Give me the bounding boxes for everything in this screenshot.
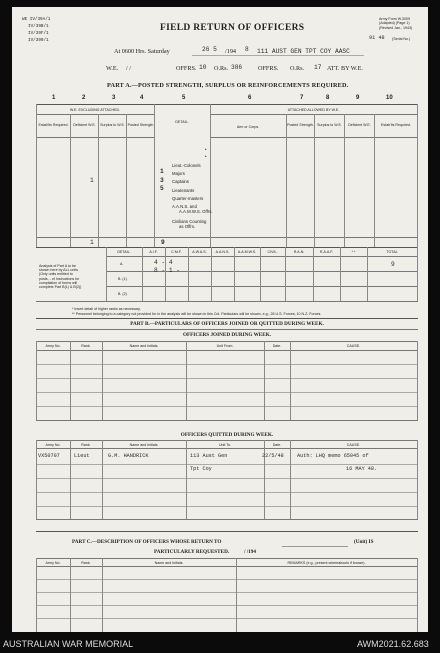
- part-c-heading: Rank.: [81, 561, 91, 565]
- col-heading: Surplus to W.E.: [100, 123, 125, 127]
- year-value: 8: [245, 46, 249, 53]
- we-excluding-attached: W.E. EXCLUDING ATTACHED.: [69, 108, 121, 112]
- archive-reference: AWM2021.62.683: [357, 639, 429, 649]
- quitted-title: OFFICERS QUITTED DURING WEEK.: [180, 432, 274, 438]
- note-line: compilation of forms will: [39, 280, 78, 285]
- quitted-heading: Rank.: [81, 443, 91, 447]
- ref-code: WE IV/39A/1: [22, 17, 51, 22]
- column-number: 7: [300, 95, 304, 101]
- ref-code: IV/39B/1: [28, 24, 49, 29]
- form-title: FIELD RETURN OF OFFICERS: [160, 23, 305, 33]
- ref-code: IV/39F/1: [28, 31, 49, 36]
- analysis-heading: C.M.F.: [171, 250, 182, 254]
- rank-label: as Offrs.: [179, 224, 196, 230]
- we-blank: / /: [126, 65, 131, 72]
- column-number: 2: [82, 95, 86, 101]
- quitted-heading: Name and Initials.: [129, 443, 159, 447]
- column-number: 4: [140, 95, 144, 101]
- part-c-unit-label: (Unit) IS: [354, 539, 374, 545]
- part-c-heading: Army No.: [45, 561, 61, 565]
- quitted-heading: Unit To.: [218, 443, 232, 447]
- rank-label: A.A.M.W.S. Offrs.: [179, 209, 213, 215]
- part-b-title: PART B.—PARTICULARS OF OFFICERS JOINED OR QUITTED DURING WEEK.: [130, 321, 324, 327]
- note-line: Analysis of Part A to be: [39, 264, 76, 268]
- entry-unit-cont: Tpt Coy: [190, 466, 212, 472]
- column-number: 1: [52, 95, 56, 101]
- form-line: Army Form W.3009: [379, 17, 410, 21]
- quitted-heading: CAUSE.: [346, 443, 361, 447]
- note-line: shown here by ALL units: [39, 268, 79, 273]
- quitted-heading: Date.: [272, 443, 282, 447]
- note-line: (Only units entitled to: [39, 272, 73, 277]
- entry-unit: 113 Aust Gen: [190, 453, 228, 459]
- col-heading: Surplus to W.E.: [317, 123, 342, 127]
- analysis-heading: R.A.A.F.: [319, 250, 334, 254]
- analysis-heading: * *: [351, 250, 356, 254]
- analysis-detail-heading: DETAIL.: [117, 250, 131, 254]
- reference-codes: [22, 16, 50, 44]
- document-page: [12, 7, 428, 632]
- analysis-note: [39, 264, 81, 289]
- ranks-list-3: [172, 219, 206, 229]
- ors-label: O.Rs.: [214, 65, 229, 72]
- column-number: 8: [326, 95, 330, 101]
- deficient-total: 1: [90, 239, 94, 246]
- entry-army-no: VX50707: [38, 453, 60, 459]
- posted-strength-value: 1: [160, 168, 164, 175]
- part-c-requested: PARTICULARLY REQUESTED.: [154, 549, 230, 555]
- attached-allowed: ATTACHED ALLOWED BY W.E.: [287, 108, 340, 112]
- footnote: * Insert detail of higher ranks as necessary.: [72, 307, 141, 311]
- col-heading: Estab'lts Required.: [380, 123, 412, 127]
- column-number: 9: [356, 95, 360, 101]
- column-number: 5: [182, 95, 186, 101]
- column-number: 6: [248, 95, 252, 101]
- rank-label: Captains: [172, 179, 189, 185]
- year-prefix: /194: [225, 48, 237, 55]
- joined-title: OFFICERS JOINED DURING WEEK.: [182, 332, 272, 338]
- att-value: 17: [314, 64, 322, 71]
- rank-label: Civilians Counting: [172, 219, 207, 224]
- ors-value: 386: [231, 64, 243, 71]
- analysis-row-label: B. (2): [118, 292, 127, 296]
- total-row-a: 9: [391, 261, 395, 268]
- rank-label: A.A.N.S. and: [172, 204, 197, 209]
- entry-rank: Lieut: [74, 453, 90, 459]
- rank-label: Lieut.-Colonels: [172, 163, 201, 168]
- analysis-row-label: A.: [120, 262, 124, 266]
- posted-strength-value: 3: [160, 177, 164, 184]
- joined-heading: Name and Initials.: [129, 344, 159, 348]
- posted-strength-value: 5: [160, 185, 164, 192]
- quitted-heading: Army No.: [45, 443, 61, 447]
- part-c-date: / /194: [244, 549, 256, 555]
- joined-heading: CAUSE.: [346, 344, 361, 348]
- analysis-heading: A.I.F.: [149, 250, 158, 254]
- report-date-value: 26 5: [202, 46, 217, 53]
- offrs-label: OFFRS.: [176, 65, 197, 72]
- analysis-row-label: B. (1): [118, 277, 127, 281]
- unit-name-value: 111 AUST GEN TPT COY AASC: [257, 48, 350, 55]
- analysis-heading: TOTAL: [386, 250, 398, 254]
- ors2-label: O.Rs.: [290, 65, 305, 72]
- entry-cause: Auth: LHQ memo 65045 of: [297, 453, 369, 459]
- aif-row-b1: 8 - 1 -: [154, 267, 180, 274]
- report-time-label: At 0600 Hrs. Saturday: [114, 48, 170, 55]
- entry-date: 22/5/48: [262, 453, 284, 459]
- serial-number-label: (Serial No.): [392, 37, 411, 41]
- ranks-list: [172, 162, 203, 203]
- analysis-heading: R.A.N.: [293, 250, 305, 254]
- analysis-heading: A.A.N.S.: [215, 250, 230, 254]
- offrs-value: 10: [199, 64, 207, 71]
- joined-heading: Army No.: [45, 344, 61, 348]
- posted-total: 9: [161, 239, 165, 246]
- note-line: complete Part B(1) & B(2)): [39, 285, 82, 290]
- part-a-title: PART A.—POSTED STRENGTH, SURPLUS OR REINFORCEMENTS REQUIRED.: [107, 82, 349, 89]
- ref-code: IV/390/1: [28, 38, 49, 43]
- rank-label: Quarter-masters: [172, 195, 204, 201]
- rank-label: Majors: [172, 171, 185, 177]
- col-heading: Estab'lts Required.: [38, 123, 69, 127]
- form-line: (Revised Jan., 1943): [379, 25, 413, 30]
- offrs2-label: OFFRS.: [258, 65, 279, 72]
- serial-number-value: 91 48: [369, 35, 385, 41]
- rank-label: Lieutenants: [172, 187, 195, 193]
- analysis-heading: CIVIL.: [267, 250, 278, 254]
- analysis-heading: A.A.M.W.S.: [237, 250, 257, 254]
- aif-row-a: 4 - 4: [154, 259, 173, 266]
- analysis-heading: A.W.A.S.: [192, 250, 207, 254]
- entry-cause-cont: 16 MAY 48.: [346, 466, 378, 472]
- entry-name: G.M. HANDRICK: [108, 453, 149, 459]
- col-heading: Posted Strength: [127, 123, 154, 127]
- note-line: posts. ‑ of Instructions for: [39, 276, 80, 281]
- asterisk-marks: • •: [205, 147, 207, 159]
- we-label: W.E.: [106, 65, 119, 72]
- footnote: ** Personnel belonging to a category not provided for in the analysis will be shown in this Col. Particulars will be shown, e.g., 26 U.S. Forces; 10 N.Z. Forces.: [72, 312, 322, 316]
- archive-credit: AUSTRALIAN WAR MEMORIAL: [3, 639, 134, 649]
- deficient-value: 1: [90, 177, 94, 184]
- form-number: [379, 17, 412, 30]
- part-c-heading: Name and Initials.: [154, 561, 184, 565]
- col-heading: Posted Strength.: [287, 123, 314, 127]
- col-heading: Arm or Corps.: [236, 125, 260, 129]
- column-number: 3: [112, 95, 116, 101]
- joined-heading: Rank.: [81, 344, 91, 348]
- part-c-heading: REMARKS (e.g., present whereabouts if known).: [287, 561, 366, 565]
- detail-heading: DETAIL.: [175, 120, 189, 124]
- part-c-title: PART C.—DESCRIPTION OF OFFICERS WHOSE RETURN TO: [72, 539, 222, 545]
- att-label: ATT. BY W.E.: [327, 65, 363, 72]
- ranks-list-2: [172, 204, 213, 214]
- joined-heading: Date.: [272, 344, 282, 348]
- joined-heading: Unit From.: [216, 344, 234, 348]
- col-heading: Deficient W.E.: [348, 123, 371, 127]
- column-number: 10: [386, 95, 393, 101]
- col-heading: Deficient W.E.: [73, 123, 96, 127]
- form-line: (Adapted) (Page 1): [379, 21, 410, 26]
